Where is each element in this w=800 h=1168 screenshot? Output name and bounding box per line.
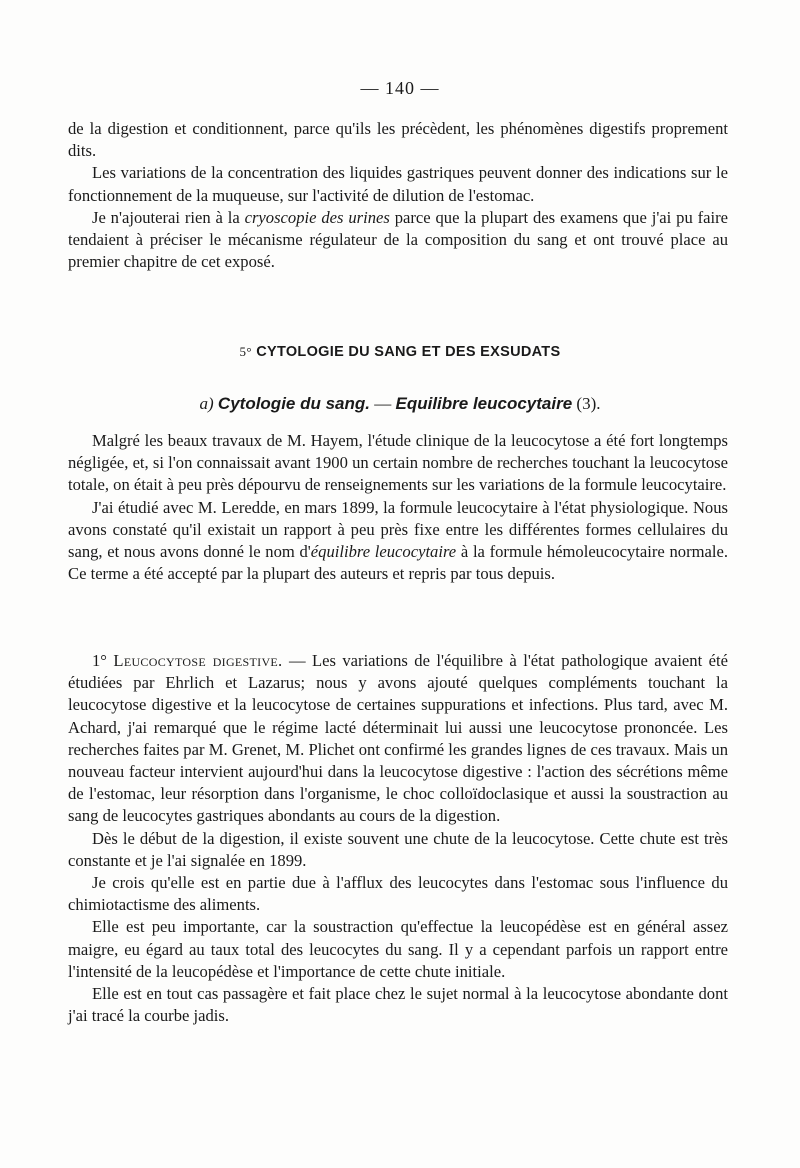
subsection-dash: — — [374, 394, 392, 413]
subsection-ref: (3). — [576, 394, 601, 413]
run-in-heading: Leucocytose digestive. — [113, 651, 283, 670]
emphasis-text: cryoscopie des urines — [244, 207, 390, 227]
text-span: à la formule hémoleucocytaire normale. Ce terme a été accepté par la plupart des auteurs et repris par tous depuis. — [68, 542, 728, 584]
section-number: 5° — [239, 344, 252, 359]
subsection-title-a: Cytologie du sang. — [217, 394, 370, 413]
intro-block — [68, 118, 728, 273]
leucocytose-block — [68, 650, 728, 1027]
cytologie-block — [68, 430, 728, 585]
paragraph: de la digestion et conditionnent, parce qu'ils les précèdent, les phénomènes digestifs proprement dits. — [68, 119, 728, 161]
section-heading — [0, 344, 800, 360]
text-span: Je n'ajouterai rien à la — [92, 207, 245, 227]
paragraph — [68, 207, 728, 274]
page-number: — 140 — — [360, 78, 440, 98]
emphasis-text: équilibre leucocytaire — [310, 542, 457, 562]
paragraph: Je crois qu'elle est en partie due à l'afflux des leucocytes dans l'estomac sous l'influence du chimiotactisme des aliments. — [68, 873, 728, 915]
paragraph — [68, 497, 728, 586]
subsection-heading — [0, 394, 800, 414]
text-span: — Les variations de l'équilibre à l'état pathologique avaient été étudiées par Ehrlich et Lazarus; nous y avons ajouté quelques compléments touchant la leucocytose digestive et la leucocytose de certaines suppurations et infections. Plus tard, avec M. Achard, j'ai remarqué que le régime lacté déterminait lui aussi une leucocytose prononcée. Les recherches faites par M. Grenet, M. Plichet ont confirmé les grandes lignes de ces travaux. Mais un nouveau facteur intervient aujourd'hui dans la leucocytose digestive : l'action des sécrétions même de l'estomac, leur résorption dans l'organisme, le choc colloïdoclasique et aussi la soustraction au sang de leucocytes gastriques abondants au cours de la digestion. — [68, 651, 728, 826]
paragraph: Elle est peu importante, car la soustraction qu'effectue la leucopédèse est en général assez maigre, eu égard au taux total des leucocytes du sang. Il y a cependant parfois un rapport entre l'intensité de la leucopédèse et l'importance de cette chute initiale. — [68, 917, 728, 981]
paragraph: Dès le début de la digestion, il existe souvent une chute de la leucocytose. Cette chute est très constante et je l'ai signalée en 1899. — [68, 828, 728, 870]
subsection-letter: a) — [199, 394, 214, 413]
paragraph — [68, 650, 728, 828]
section-title: CYTOLOGIE DU SANG ET DES EXSUDATS — [256, 344, 561, 360]
text-span: parce que la plupart des examens que j'ai pu faire tendaient à préciser le mécanisme régulateur de la composition du sang et ont trouvé place au premier chapitre de cet exposé. — [68, 207, 728, 272]
paragraph: Malgré les beaux travaux de M. Hayem, l'étude clinique de la leucocytose a été fort longtemps négligée, et, si l'on connaissait avant 1900 un certain nombre de recherches touchant la leucocytose totale, on était à peu près dépourvu de renseignements sur les variations de la formule leucocytaire. — [68, 431, 728, 495]
paragraph: Les variations de la concentration des liquides gastriques peuvent donner des indications sur le fonctionnement de la muqueuse, sur l'activité de dilution de l'estomac. — [68, 163, 728, 205]
paragraph-number: 1° — [92, 651, 107, 670]
subsection-title-b: Equilibre leucocytaire — [395, 394, 573, 413]
paragraph: Elle est en tout cas passagère et fait place chez le sujet normal à la leucocytose abondante dont j'ai tracé la courbe jadis. — [68, 984, 728, 1026]
text-span: J'ai étudié avec M. Leredde, en mars 1899, la formule leucocytaire à l'état physiologique. Nous avons constaté qu'il existait un rapport à peu près fixe entre les différentes formes cellulaires du sang, et nous avons donné le nom d' — [68, 497, 728, 562]
